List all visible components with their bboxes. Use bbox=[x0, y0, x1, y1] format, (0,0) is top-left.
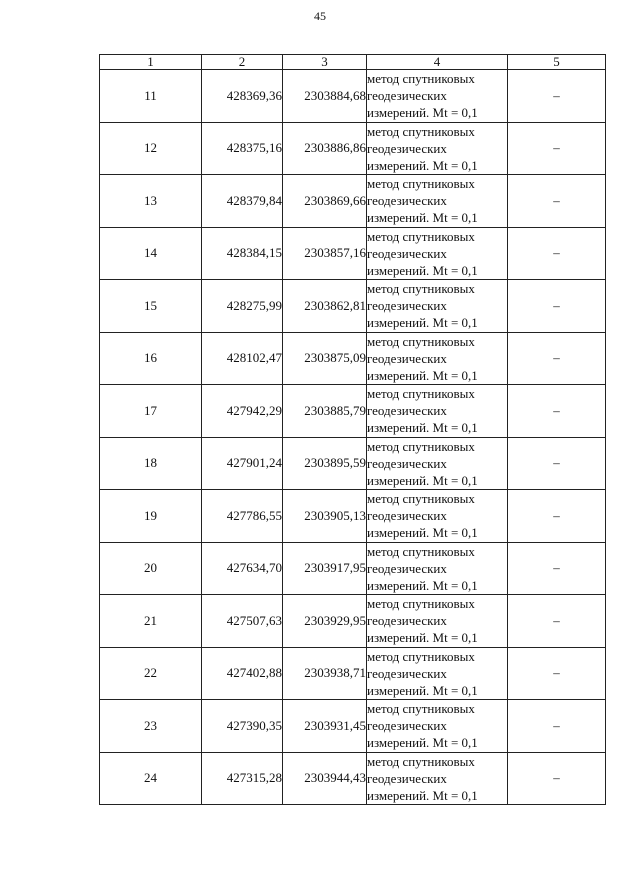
measurement-method-cell: метод спутниковых геодезических измерений. Mt = 0,1 bbox=[367, 385, 508, 438]
measurement-method-cell: метод спутниковых геодезических измерений. Mt = 0,1 bbox=[367, 227, 508, 280]
point-number-cell: 15 bbox=[100, 280, 202, 333]
table-row bbox=[100, 332, 606, 385]
table-row bbox=[100, 542, 606, 595]
point-number-cell: 22 bbox=[100, 647, 202, 700]
point-number-cell: 17 bbox=[100, 385, 202, 438]
point-number-cell: 11 bbox=[100, 70, 202, 123]
measurement-method-cell: метод спутниковых геодезических измерений. Mt = 0,1 bbox=[367, 595, 508, 648]
y-coordinate-cell: 2303862,81 bbox=[283, 280, 367, 333]
table-row bbox=[100, 700, 606, 753]
measurement-method-cell: метод спутниковых геодезических измерений. Mt = 0,1 bbox=[367, 437, 508, 490]
note-cell: – bbox=[508, 437, 606, 490]
x-coordinate-cell: 427402,88 bbox=[202, 647, 283, 700]
measurement-method-cell: метод спутниковых геодезических измерений. Mt = 0,1 bbox=[367, 542, 508, 595]
y-coordinate-cell: 2303885,79 bbox=[283, 385, 367, 438]
point-number-cell: 18 bbox=[100, 437, 202, 490]
point-number-cell: 13 bbox=[100, 175, 202, 228]
note-cell: – bbox=[508, 700, 606, 753]
column-header-5: 5 bbox=[508, 55, 606, 70]
y-coordinate-cell: 2303931,45 bbox=[283, 700, 367, 753]
table-row bbox=[100, 122, 606, 175]
x-coordinate-cell: 428384,15 bbox=[202, 227, 283, 280]
point-number-cell: 20 bbox=[100, 542, 202, 595]
table-row bbox=[100, 385, 606, 438]
note-cell: – bbox=[508, 752, 606, 805]
measurement-method-cell: метод спутниковых геодезических измерений. Mt = 0,1 bbox=[367, 70, 508, 123]
coordinates-table bbox=[99, 54, 606, 805]
note-cell: – bbox=[508, 385, 606, 438]
note-cell: – bbox=[508, 122, 606, 175]
x-coordinate-cell: 427634,70 bbox=[202, 542, 283, 595]
x-coordinate-cell: 428102,47 bbox=[202, 332, 283, 385]
point-number-cell: 14 bbox=[100, 227, 202, 280]
x-coordinate-cell: 427507,63 bbox=[202, 595, 283, 648]
y-coordinate-cell: 2303869,66 bbox=[283, 175, 367, 228]
point-number-cell: 24 bbox=[100, 752, 202, 805]
table-row bbox=[100, 752, 606, 805]
table-row bbox=[100, 280, 606, 333]
y-coordinate-cell: 2303929,95 bbox=[283, 595, 367, 648]
point-number-cell: 16 bbox=[100, 332, 202, 385]
note-cell: – bbox=[508, 332, 606, 385]
x-coordinate-cell: 428369,36 bbox=[202, 70, 283, 123]
measurement-method-cell: метод спутниковых геодезических измерений. Mt = 0,1 bbox=[367, 332, 508, 385]
y-coordinate-cell: 2303905,13 bbox=[283, 490, 367, 543]
note-cell: – bbox=[508, 227, 606, 280]
y-coordinate-cell: 2303917,95 bbox=[283, 542, 367, 595]
table-row bbox=[100, 227, 606, 280]
page-number: 45 bbox=[314, 9, 326, 23]
column-header-3: 3 bbox=[283, 55, 367, 70]
x-coordinate-cell: 427942,29 bbox=[202, 385, 283, 438]
point-number-cell: 19 bbox=[100, 490, 202, 543]
x-coordinate-cell: 428375,16 bbox=[202, 122, 283, 175]
measurement-method-cell: метод спутниковых геодезических измерений. Mt = 0,1 bbox=[367, 700, 508, 753]
measurement-method-cell: метод спутниковых геодезических измерений. Mt = 0,1 bbox=[367, 122, 508, 175]
table-row bbox=[100, 490, 606, 543]
x-coordinate-cell: 427390,35 bbox=[202, 700, 283, 753]
x-coordinate-cell: 428275,99 bbox=[202, 280, 283, 333]
x-coordinate-cell: 428379,84 bbox=[202, 175, 283, 228]
y-coordinate-cell: 2303886,86 bbox=[283, 122, 367, 175]
x-coordinate-cell: 427315,28 bbox=[202, 752, 283, 805]
table-row bbox=[100, 437, 606, 490]
measurement-method-cell: метод спутниковых геодезических измерений. Mt = 0,1 bbox=[367, 647, 508, 700]
measurement-method-cell: метод спутниковых геодезических измерений. Mt = 0,1 bbox=[367, 490, 508, 543]
measurement-method-cell: метод спутниковых геодезических измерений. Mt = 0,1 bbox=[367, 280, 508, 333]
y-coordinate-cell: 2303875,09 bbox=[283, 332, 367, 385]
column-header-1: 1 bbox=[100, 55, 202, 70]
x-coordinate-cell: 427786,55 bbox=[202, 490, 283, 543]
note-cell: – bbox=[508, 280, 606, 333]
note-cell: – bbox=[508, 595, 606, 648]
note-cell: – bbox=[508, 542, 606, 595]
y-coordinate-cell: 2303857,16 bbox=[283, 227, 367, 280]
table-header-row bbox=[100, 55, 606, 70]
point-number-cell: 12 bbox=[100, 122, 202, 175]
measurement-method-cell: метод спутниковых геодезических измерений. Mt = 0,1 bbox=[367, 752, 508, 805]
note-cell: – bbox=[508, 175, 606, 228]
table-row bbox=[100, 70, 606, 123]
y-coordinate-cell: 2303884,68 bbox=[283, 70, 367, 123]
y-coordinate-cell: 2303938,71 bbox=[283, 647, 367, 700]
y-coordinate-cell: 2303944,43 bbox=[283, 752, 367, 805]
note-cell: – bbox=[508, 490, 606, 543]
column-header-4: 4 bbox=[367, 55, 508, 70]
table-row bbox=[100, 647, 606, 700]
measurement-method-cell: метод спутниковых геодезических измерений. Mt = 0,1 bbox=[367, 175, 508, 228]
point-number-cell: 21 bbox=[100, 595, 202, 648]
table-row bbox=[100, 595, 606, 648]
column-header-2: 2 bbox=[202, 55, 283, 70]
y-coordinate-cell: 2303895,59 bbox=[283, 437, 367, 490]
x-coordinate-cell: 427901,24 bbox=[202, 437, 283, 490]
point-number-cell: 23 bbox=[100, 700, 202, 753]
note-cell: – bbox=[508, 70, 606, 123]
note-cell: – bbox=[508, 647, 606, 700]
table-row bbox=[100, 175, 606, 228]
